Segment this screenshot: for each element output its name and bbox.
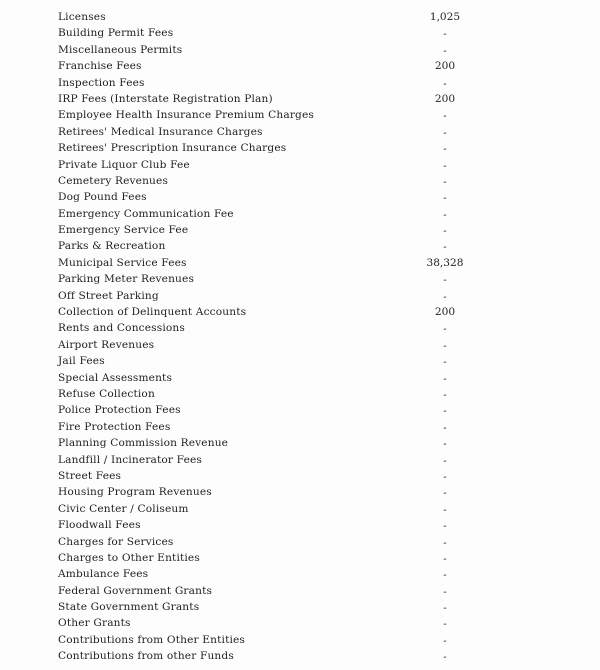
line-item-amount: - xyxy=(443,291,447,303)
line-item-label: Charges for Services xyxy=(58,535,174,548)
line-item-amount: 200 xyxy=(434,60,456,73)
line-item-label: Civic Center / Coliseum xyxy=(58,502,189,515)
line-item-label: Private Liquor Club Fee xyxy=(58,158,190,171)
line-item-label: State Government Grants xyxy=(58,601,200,614)
line-item-row xyxy=(0,419,600,435)
line-item-amount: - xyxy=(443,242,447,254)
line-item-label: Ambulance Fees xyxy=(58,568,149,581)
line-item-amount: - xyxy=(443,373,447,385)
line-item-amount: - xyxy=(443,111,447,123)
line-item-row xyxy=(0,189,600,205)
line-item-row xyxy=(0,599,600,615)
line-item-amount: - xyxy=(443,537,447,549)
line-item-label: Parks & Recreation xyxy=(58,240,166,253)
line-item-amount: - xyxy=(443,521,447,533)
line-item-row xyxy=(0,91,600,107)
line-item-amount: - xyxy=(443,635,447,647)
line-item-amount: - xyxy=(443,29,447,41)
line-item-label: Contributions from other Funds xyxy=(58,650,234,663)
line-item-label: Special Assessments xyxy=(58,371,173,384)
line-item-label: Retirees' Medical Insurance Charges xyxy=(58,125,263,138)
line-item-amount: - xyxy=(443,176,447,188)
line-item-row xyxy=(0,25,600,41)
line-item-label: Dog Pound Fees xyxy=(58,191,147,204)
line-item-row xyxy=(0,9,600,25)
line-item-row xyxy=(0,353,600,369)
line-item-row xyxy=(0,550,600,566)
line-item-label: Rents and Concessions xyxy=(58,322,185,335)
line-item-label: Airport Revenues xyxy=(58,338,155,351)
line-item-amount: 1,025 xyxy=(429,11,461,23)
line-item-row xyxy=(0,304,600,320)
line-item-row xyxy=(0,75,600,91)
line-item-amount: 200 xyxy=(434,92,456,105)
line-item-row xyxy=(0,271,600,287)
line-item-label: Parking Meter Revenues xyxy=(58,273,195,286)
line-item-row xyxy=(0,386,600,402)
line-item-label: Housing Program Revenues xyxy=(58,486,212,499)
line-item-row xyxy=(0,337,600,353)
line-item-amount: - xyxy=(443,144,447,156)
line-item-label: Municipal Service Fees xyxy=(58,256,187,269)
line-item-row xyxy=(0,288,600,304)
line-item-row xyxy=(0,402,600,418)
line-item-label: Federal Government Grants xyxy=(58,584,213,597)
line-item-row xyxy=(0,615,600,631)
line-item-row xyxy=(0,157,600,173)
line-item-label: Employee Health Insurance Premium Charges xyxy=(58,109,314,122)
line-item-amount: - xyxy=(443,439,447,451)
line-item-amount: - xyxy=(443,586,447,598)
line-item-amount: - xyxy=(443,389,447,401)
line-item-label: Licenses xyxy=(58,11,106,23)
line-item-amount: - xyxy=(443,127,447,139)
line-item-amount: - xyxy=(443,619,447,631)
line-item-amount: - xyxy=(443,422,447,434)
line-item-label: Miscellaneous Permits xyxy=(58,43,183,56)
line-item-row xyxy=(0,370,600,386)
line-item-row xyxy=(0,648,600,664)
line-item-row xyxy=(0,124,600,140)
line-item-amount: - xyxy=(443,553,447,565)
line-item-label: Cemetery Revenues xyxy=(58,174,169,187)
line-item-label: Off Street Parking xyxy=(58,289,159,302)
line-item-label: Collection of Delinquent Accounts xyxy=(58,306,247,319)
line-item-amount: 38,328 xyxy=(426,256,464,269)
line-item-amount: - xyxy=(443,357,447,369)
line-item-label: Floodwall Fees xyxy=(58,519,141,532)
line-item-amount: - xyxy=(443,78,447,90)
line-item-row xyxy=(0,206,600,222)
line-item-row xyxy=(0,58,600,74)
line-item-row xyxy=(0,468,600,484)
line-item-row xyxy=(0,435,600,451)
line-item-amount: 200 xyxy=(434,306,456,319)
line-item-amount: - xyxy=(443,160,447,172)
line-item-row xyxy=(0,517,600,533)
line-item-label: Planning Commission Revenue xyxy=(58,437,229,450)
line-item-amount: - xyxy=(443,45,447,57)
line-item-amount: - xyxy=(443,471,447,483)
line-item-amount: - xyxy=(443,324,447,336)
line-item-row xyxy=(0,320,600,336)
line-item-amount: - xyxy=(443,193,447,205)
line-item-row xyxy=(0,583,600,599)
line-item-amount: - xyxy=(443,275,447,287)
line-item-label: Other Grants xyxy=(58,617,131,630)
line-item-amount: - xyxy=(443,652,447,664)
line-item-label: Emergency Service Fee xyxy=(58,224,189,237)
line-item-row xyxy=(0,173,600,189)
line-item-label: Inspection Fees xyxy=(58,76,145,89)
line-item-row xyxy=(0,255,600,271)
line-item-label: Police Protection Fees xyxy=(58,404,181,417)
line-item-row xyxy=(0,632,600,648)
line-item-row xyxy=(0,452,600,468)
line-item-label: Fire Protection Fees xyxy=(58,420,171,433)
line-item-label: Refuse Collection xyxy=(58,387,155,400)
line-item-row xyxy=(0,42,600,58)
line-item-row xyxy=(0,238,600,254)
line-item-label: Contributions from Other Entities xyxy=(58,633,246,646)
line-item-amount: - xyxy=(443,570,447,582)
line-item-label: Emergency Communication Fee xyxy=(58,207,234,220)
line-item-amount: - xyxy=(443,504,447,516)
line-item-amount: - xyxy=(443,488,447,500)
line-item-row xyxy=(0,566,600,582)
line-item-amount: - xyxy=(443,226,447,238)
line-item-label: Retirees' Prescription Insurance Charges xyxy=(58,142,287,155)
line-item-amount: - xyxy=(443,455,447,467)
line-item-label: Street Fees xyxy=(58,469,122,482)
line-item-label: IRP Fees (Interstate Registration Plan) xyxy=(58,92,273,105)
line-item-row xyxy=(0,501,600,517)
line-item-row xyxy=(0,484,600,500)
line-item-label: Jail Fees xyxy=(58,355,105,368)
revenue-line-items xyxy=(0,9,600,665)
line-item-row xyxy=(0,107,600,123)
line-item-amount: - xyxy=(443,603,447,615)
line-item-label: Charges to Other Entities xyxy=(58,551,200,564)
line-item-label: Building Permit Fees xyxy=(58,27,174,40)
line-item-label: Landfill / Incinerator Fees xyxy=(58,453,203,466)
line-item-label: Franchise Fees xyxy=(58,60,142,73)
line-item-amount: - xyxy=(443,340,447,352)
line-item-amount: - xyxy=(443,406,447,418)
line-item-row xyxy=(0,534,600,550)
line-item-row xyxy=(0,222,600,238)
line-item-row xyxy=(0,140,600,156)
line-item-amount: - xyxy=(443,209,447,221)
